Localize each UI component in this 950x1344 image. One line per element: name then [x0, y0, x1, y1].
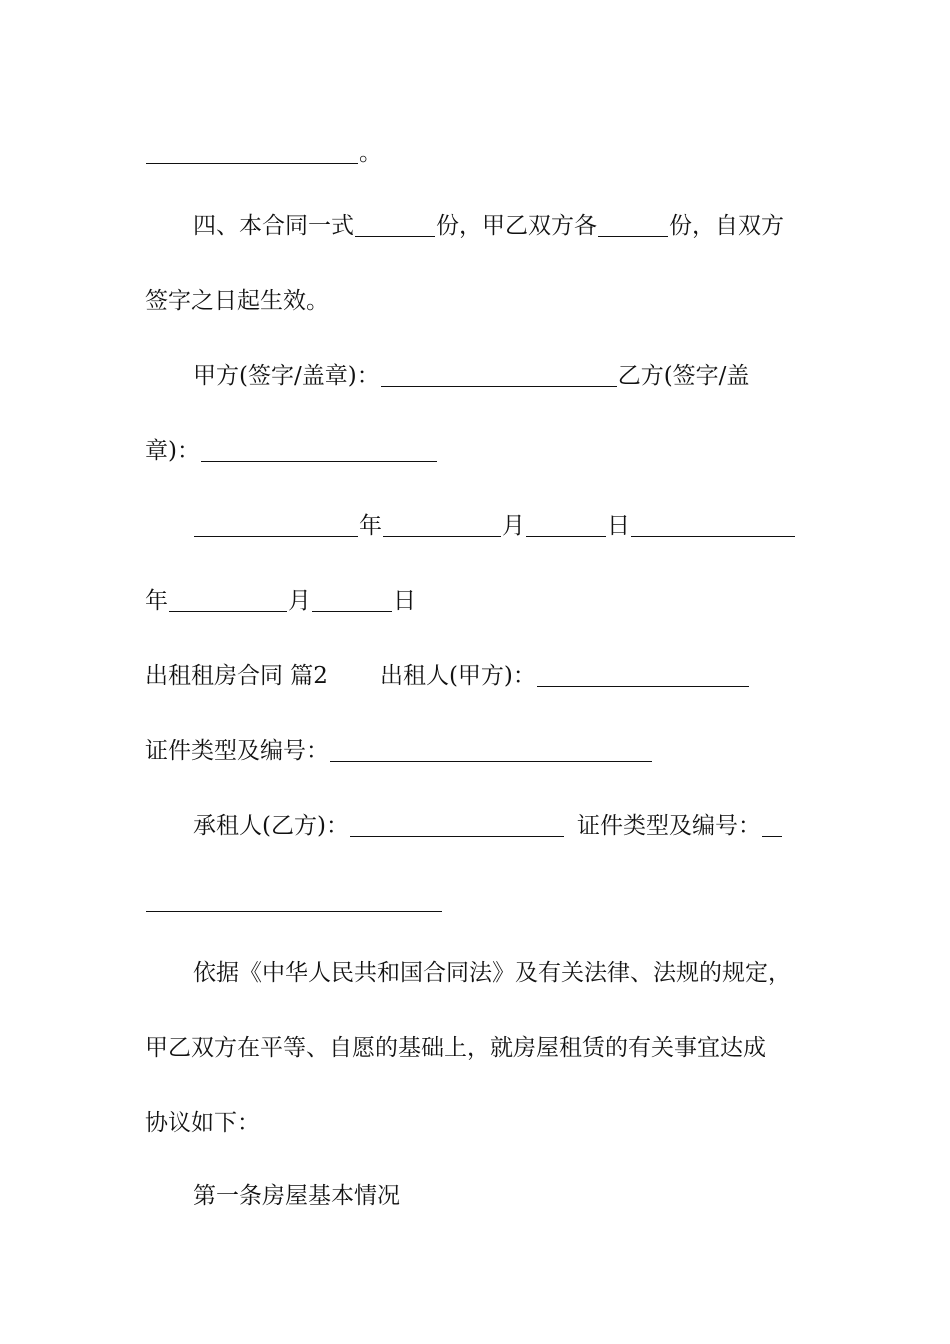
- lessee-line: [193, 811, 810, 841]
- lessor-label: 出租人(甲方)：: [379, 663, 536, 689]
- id-type-label: 证件类型及编号：: [145, 738, 329, 764]
- text-line: [145, 138, 810, 168]
- copies-each-blank[interactable]: [598, 214, 668, 237]
- text-line: [145, 886, 810, 916]
- text-span: 协议如下：: [145, 1110, 260, 1136]
- signature-line: [193, 361, 810, 391]
- lessee-id-blank[interactable]: [762, 814, 782, 837]
- lessor-blank[interactable]: [537, 664, 749, 687]
- party-b-sign-label: 乙方(签字/盖: [617, 363, 750, 389]
- text-span: 四、本合同一式: [193, 213, 354, 239]
- text-span: 签字之日起生效。: [145, 288, 329, 314]
- party-a-sign-label: 甲方(签字/盖章)：: [193, 363, 380, 389]
- text-line: [145, 286, 810, 316]
- lessee-id-blank[interactable]: [146, 889, 442, 912]
- copies-total-blank[interactable]: [355, 214, 435, 237]
- id-line: [145, 736, 810, 766]
- text-span: 甲乙双方在平等、自愿的基础上，就房屋租赁的有关事宜达成: [145, 1035, 766, 1061]
- date-line: [145, 586, 810, 616]
- lessee-blank[interactable]: [350, 814, 564, 837]
- paragraph-line: [145, 1108, 810, 1138]
- id-type-label: 证件类型及编号：: [576, 813, 761, 839]
- month-blank[interactable]: [383, 514, 501, 537]
- contract-2-header-line: [145, 661, 810, 691]
- year-blank[interactable]: [631, 514, 795, 537]
- lessor-id-blank[interactable]: [330, 739, 652, 762]
- text-span: 份，甲乙双方各: [436, 213, 597, 239]
- party-b-signature-blank[interactable]: [201, 439, 437, 462]
- lessee-label: 承租人(乙方)：: [193, 813, 349, 839]
- text-line: [145, 436, 810, 466]
- article-1-heading: [193, 1181, 810, 1211]
- text-span: 依据《中华人民共和国合同法》及有关法律、法规的规定，: [193, 960, 791, 986]
- month-label: 月: [502, 513, 525, 539]
- paragraph-line: [193, 958, 810, 988]
- day-blank[interactable]: [312, 589, 392, 612]
- text-span: 第一条房屋基本情况: [193, 1183, 400, 1209]
- year-blank[interactable]: [194, 514, 358, 537]
- month-label: 月: [288, 588, 311, 614]
- contract-2-title: 出租租房合同 篇2: [145, 663, 328, 689]
- day-label: 日: [393, 588, 416, 614]
- party-a-signature-blank[interactable]: [381, 364, 617, 387]
- day-label: 日: [607, 513, 630, 539]
- month-blank[interactable]: [169, 589, 287, 612]
- year-label: 年: [359, 513, 382, 539]
- year-label: 年: [145, 588, 168, 614]
- paragraph-line: [145, 1033, 810, 1063]
- text-span: 份，自双方: [669, 213, 784, 239]
- text-span: 。: [359, 140, 382, 166]
- day-blank[interactable]: [526, 514, 606, 537]
- text-span: 章)：: [145, 438, 200, 464]
- fill-in-blank[interactable]: [146, 141, 358, 164]
- date-line: [193, 511, 810, 541]
- clause-4-line: [193, 211, 810, 241]
